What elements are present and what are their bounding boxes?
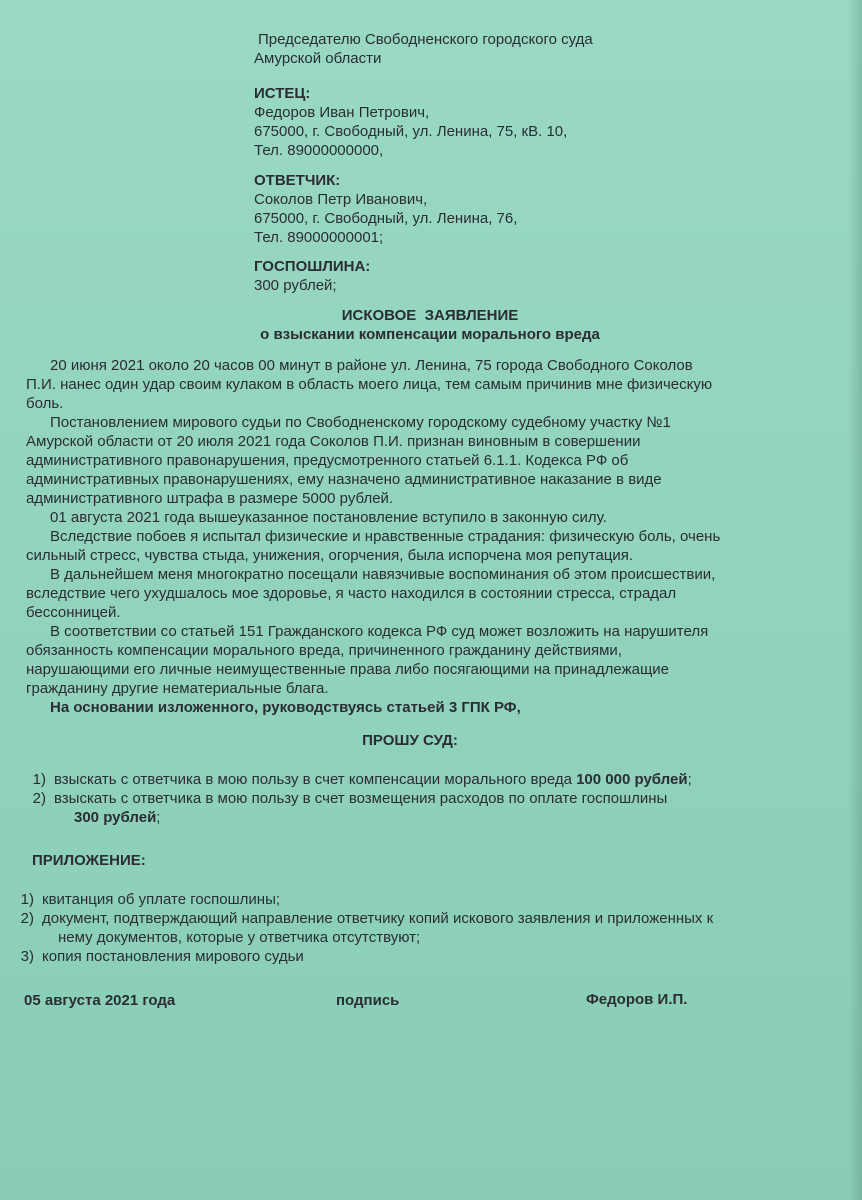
attachment-text: копия постановления мирового судьи (42, 948, 304, 965)
body-line: административных правонарушениях, ему назначено административное наказание в виде (26, 471, 662, 488)
attachments-list (0, 890, 713, 966)
request-title: ПРОШУ СУД: (362, 732, 458, 749)
grounds-line: На основании изложенного, руководствуясь статьей 3 ГПК РФ, (50, 699, 521, 716)
addressee-line: Председателю Свободненского городского суда (258, 31, 593, 48)
request-amount: 100 000 рублей (576, 771, 688, 788)
defendant-label: ОТВЕТЧИК: (254, 172, 341, 189)
footer-signature: подпись (336, 992, 400, 1009)
body-line: бессонницей. (26, 604, 121, 621)
request-amount: 300 рублей (74, 809, 157, 826)
defendant-line: Соколов Петр Иванович, (254, 191, 428, 208)
body-line: П.И. нанес один удар своим кулаком в область моего лица, тем самым причинив мне физическую (26, 376, 713, 393)
document-title (180, 306, 680, 344)
request-number: 2) (32, 790, 46, 807)
plaintiff-line: 675000, г. Свободный, ул. Ленина, 75, кВ. 10, (254, 123, 568, 140)
body-line: 01 августа 2021 года вышеуказанное постановление вступило в законную силу. (50, 509, 607, 526)
footer-date: 05 августа 2021 года (24, 992, 176, 1009)
request-number: 1) (32, 771, 46, 788)
attachment-text: документ, подтверждающий направление ответчику копий искового заявления и приложенных к (42, 910, 714, 927)
fee-label: ГОСПОШЛИНА: (254, 258, 371, 275)
request-item-continuation (12, 808, 692, 827)
addressee-block (254, 30, 593, 68)
title-main: ИСКОВОЕ ЗАЯВЛЕНИЕ (341, 307, 519, 324)
footer-name: Федоров И.П. (586, 991, 688, 1008)
body-text (26, 356, 720, 717)
attachment-number: 3) (20, 948, 34, 965)
defendant-line: 675000, г. Свободный, ул. Ленина, 76, (254, 210, 518, 227)
body-line: Вследствие побоев я испытал физические и нравственные страдания: физическую боль, очень (50, 528, 721, 545)
plaintiff-line: Федоров Иван Петрович, (254, 104, 430, 121)
body-line: административного правонарушения, предусмотренного статьей 6.1.1. Кодекса РФ об (26, 452, 629, 469)
body-line: боль. (26, 395, 64, 412)
body-line: гражданину другие нематериальные блага. (26, 680, 329, 697)
body-line: Постановлением мирового судьи по Свободненскому городскому судебному участку №1 (50, 414, 671, 431)
body-line: сильный стресс, чувства стыда, унижения, огорчения, была испорчена моя репутация. (26, 547, 634, 564)
attachments-title: ПРИЛОЖЕНИЕ: (32, 852, 146, 869)
body-line: 20 июня 2021 около 20 часов 00 минут в районе ул. Ленина, 75 города Свободного Соколов (50, 357, 693, 374)
request-end: ; (156, 809, 161, 826)
attachment-item (0, 909, 713, 928)
fee-block (254, 257, 370, 295)
attachment-continuation: нему документов, которые у ответчика отсутствуют; (58, 929, 421, 946)
attachment-number: 2) (20, 910, 34, 927)
body-line: вследствие чего ухудшалось мое здоровье, я часто находился в состоянии стресса, страдал (26, 585, 677, 602)
body-line: В дальнейшем меня многократно посещали навязчивые воспоминания об этом происшествии, (50, 566, 716, 583)
body-line: В соответствии со статьей 151 Гражданского кодекса РФ суд может возложить на нарушителя (50, 623, 709, 640)
request-item (12, 770, 692, 789)
request-text: взыскать с ответчика в мою пользу в счет возмещения расходов по оплате госпошлины (54, 790, 668, 807)
plaintiff-line: Тел. 89000000000, (254, 142, 384, 159)
body-line: административного штрафа в размере 5000 рублей. (26, 490, 394, 507)
request-end: ; (687, 771, 692, 788)
attachment-text: квитанция об уплате госпошлины; (42, 891, 281, 908)
body-line: обязанность компенсации морального вреда, причиненного гражданину действиями, (26, 642, 622, 659)
plaintiff-block (254, 84, 567, 160)
body-line: Амурской области от 20 июля 2021 года Соколов П.И. признан виновным в совершении (26, 433, 641, 450)
attachment-item (0, 890, 713, 909)
addressee-line: Амурской области (254, 50, 382, 67)
defendant-block (254, 171, 517, 247)
fee-value: 300 рублей; (254, 277, 337, 294)
request-item (12, 789, 692, 808)
defendant-line: Тел. 89000000001; (254, 229, 384, 246)
request-text: взыскать с ответчика в мою пользу в счет компенсации морального вреда (54, 771, 577, 788)
body-line: нарушающими его личные неимущественные права либо посягающими на принадлежащие (26, 661, 670, 678)
request-list (12, 770, 692, 827)
paper-edge-shadow (848, 0, 862, 1200)
attachment-number: 1) (20, 891, 34, 908)
plaintiff-label: ИСТЕЦ: (254, 85, 311, 102)
attachment-item (0, 947, 713, 966)
title-sub: о взыскании компенсации морального вреда (260, 326, 600, 343)
